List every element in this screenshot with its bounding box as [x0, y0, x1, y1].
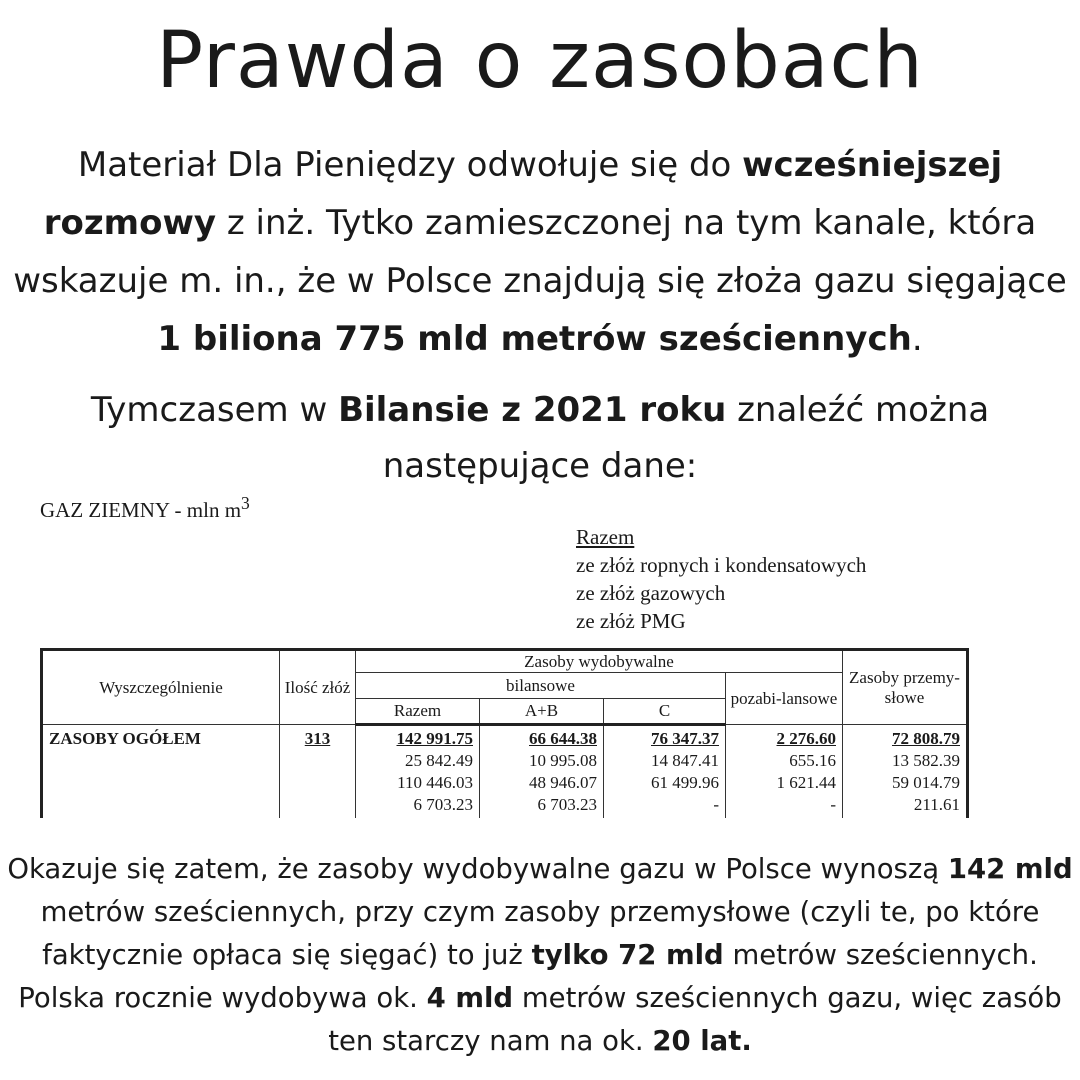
- resources-table-wrap: [40, 648, 969, 818]
- cell-ab: 66 644.38: [529, 729, 597, 748]
- intro-bold-earlier-interview: wcześniejszej rozmowy: [43, 145, 1003, 243]
- header-total: Razem: [356, 699, 480, 725]
- cell-total: 25 842.49: [356, 750, 480, 772]
- conclusion-paragraph: [6, 848, 1074, 1063]
- meanwhile-bold-report: Bilansie z 2021 roku: [338, 390, 727, 430]
- cell-count: [280, 794, 356, 818]
- conclusion-text-3: metrów sześciennych. Polska rocznie wydobywa ok.: [18, 939, 1038, 1014]
- table-row: [42, 772, 968, 794]
- conclusion-text-1: Okazuje się zatem, że zasoby wydobywalne gazu w Polsce wynoszą: [7, 853, 948, 885]
- cell-industrial: 13 582.39: [843, 750, 968, 772]
- row-label: [42, 794, 280, 818]
- cell-total: 142 991.75: [396, 729, 473, 748]
- legend-item-pmg: ze złóż PMG: [576, 609, 686, 633]
- cell-industrial: 72 808.79: [892, 728, 960, 748]
- header-industrial: Zasoby przemy-słowe: [843, 650, 968, 725]
- cell-industrial: 211.61: [843, 794, 968, 818]
- conclusion-bold-recoverable: 142 mld: [947, 853, 1073, 885]
- conclusion-bold-industrial: tylko 72 mld: [531, 939, 724, 971]
- cell-count: [280, 772, 356, 794]
- conclusion-text-4: metrów sześciennych gazu, więc zasób ten starczy nam na ok.: [328, 982, 1062, 1057]
- cell-ab: 48 946.07: [480, 772, 604, 794]
- cell-off-balance: 655.16: [726, 750, 843, 772]
- cell-count: [280, 750, 356, 772]
- legend-item-gas-fields: ze złóż gazowych: [576, 581, 726, 605]
- intro-text-2: z inż. Tytko zamieszczonej na tym kanale, która wskazuje m. in., że w Polsce znajdują się złoża gazu sięgające: [13, 203, 1067, 301]
- header-off-balance: pozabi-lansowe: [726, 673, 843, 725]
- cell-c: 76 347.37: [651, 729, 719, 748]
- conclusion-bold-years: 20 lat.: [652, 1025, 752, 1057]
- excerpt-legend: [576, 523, 866, 635]
- cell-count: 313: [304, 728, 331, 748]
- header-ab: A+B: [480, 699, 604, 725]
- meanwhile-text-2: znaleźć można następujące dane:: [382, 390, 990, 486]
- intro-text-1: Materiał Dla Pieniędzy odwołuje się do: [77, 145, 743, 185]
- excerpt-heading-sup: 3: [241, 493, 250, 513]
- legend-item-total: Razem: [576, 525, 635, 549]
- cell-total: 110 446.03: [356, 772, 480, 794]
- row-label: [42, 750, 280, 772]
- table-row: [42, 794, 968, 818]
- header-recoverable: Zasoby wydobywalne: [356, 650, 843, 673]
- intro-bold-gas-amount: 1 biliona 775 mld metrów sześciennych: [157, 319, 912, 359]
- conclusion-text-2: metrów sześciennych, przy czym zasoby przemysłowe (czyli te, po które faktycznie opłaca się sięgać) to już: [40, 896, 1040, 971]
- excerpt-heading-text: GAZ ZIEMNY - mln m: [40, 498, 242, 522]
- cell-off-balance: -: [726, 794, 843, 818]
- conclusion-bold-annual: 4 mld: [426, 982, 514, 1014]
- page-title: Prawda o zasobach: [156, 16, 924, 106]
- legend-item-oil-condensate: ze złóż ropnych i kondensatowych: [576, 553, 867, 577]
- cell-c: 14 847.41: [604, 750, 726, 772]
- cell-total: 6 703.23: [356, 794, 480, 818]
- header-balance: bilansowe: [356, 673, 726, 699]
- intro-text-3: .: [911, 319, 923, 359]
- resources-table: [40, 648, 969, 818]
- cell-off-balance: 1 621.44: [726, 772, 843, 794]
- excerpt-heading: [40, 493, 250, 523]
- intro-paragraph: [10, 136, 1070, 368]
- cell-ab: 10 995.08: [480, 750, 604, 772]
- row-label: [42, 772, 280, 794]
- table-row: [42, 725, 968, 751]
- cell-c: 61 499.96: [604, 772, 726, 794]
- table-row: [42, 750, 968, 772]
- cell-industrial: 59 014.79: [843, 772, 968, 794]
- header-c: C: [604, 699, 726, 725]
- row-label: ZASOBY OGÓŁEM: [42, 725, 280, 751]
- cell-ab: 6 703.23: [480, 794, 604, 818]
- meanwhile-paragraph: [10, 382, 1070, 494]
- meanwhile-text-1: Tymczasem w: [90, 390, 339, 430]
- header-count: Ilość złóż: [280, 650, 356, 725]
- header-item: Wyszczególnienie: [42, 650, 280, 725]
- cell-c: -: [604, 794, 726, 818]
- cell-off-balance: 2 276.60: [776, 728, 836, 748]
